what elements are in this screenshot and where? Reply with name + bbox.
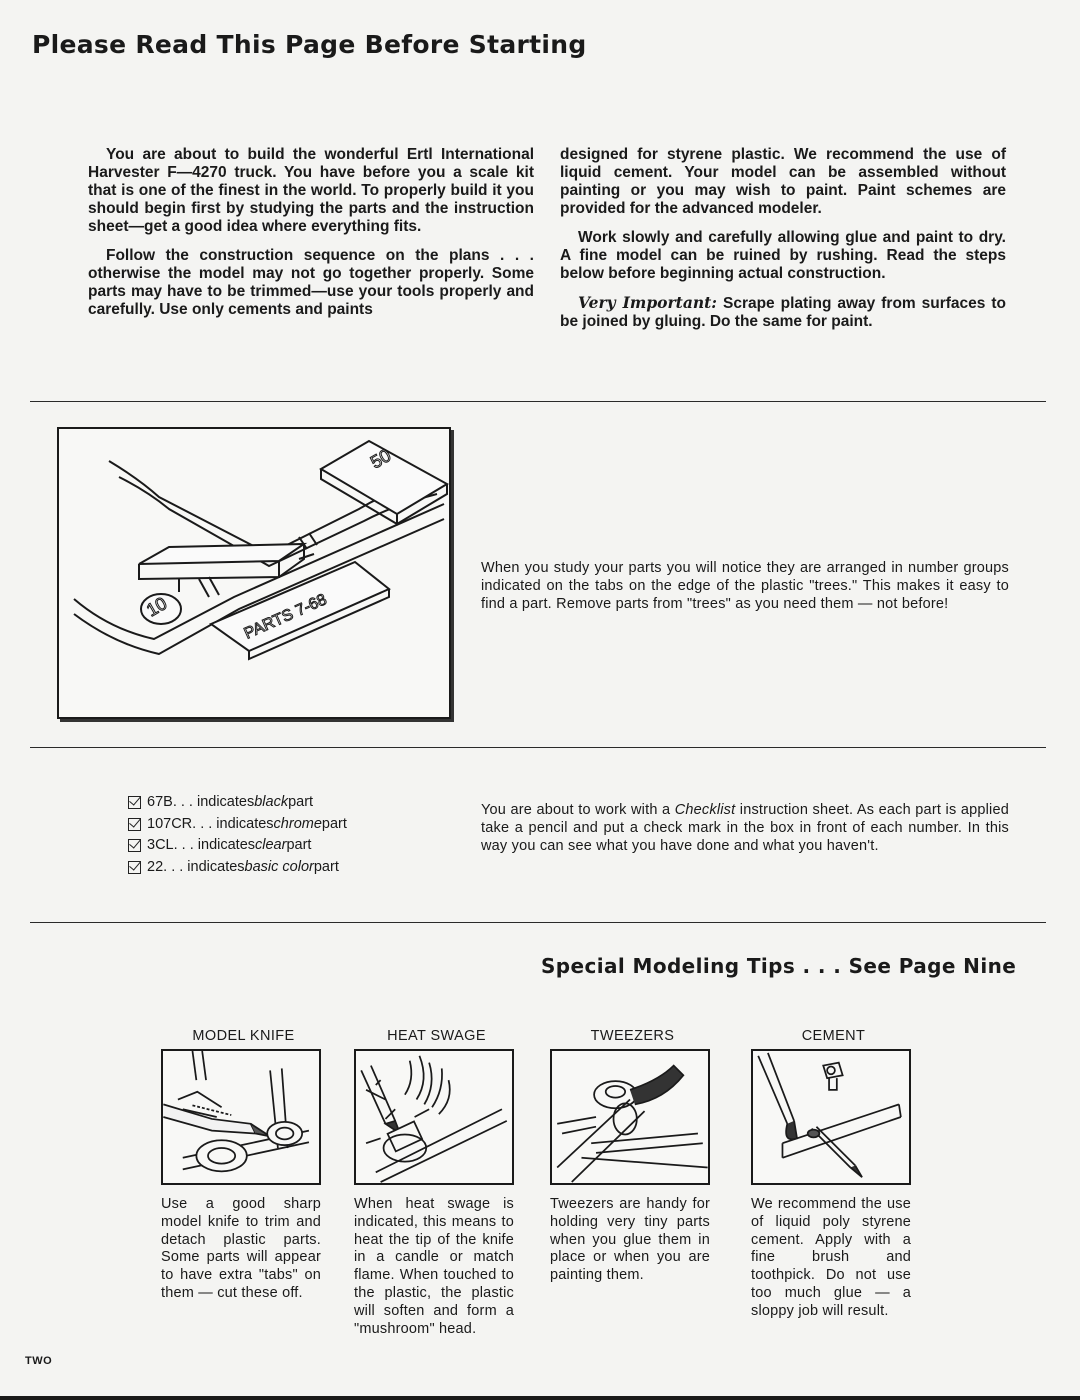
tool-label: MODEL KNIFE xyxy=(192,1028,295,1044)
legend-code: 107CR xyxy=(147,815,193,832)
legend-dots: . . . indicates xyxy=(192,815,274,832)
tab-number-10: 10 xyxy=(143,593,171,621)
tool-description: When heat swage is indicated, this means to heat the tip of the knife in a candle or match flame. When touched to the plastic, the plastic will soften and form a "mushroom" head. xyxy=(354,1196,514,1337)
model-knife-illustration xyxy=(161,1049,321,1185)
divider-3 xyxy=(30,922,1046,923)
tweezers-icon xyxy=(552,1051,708,1183)
model-knife-icon xyxy=(163,1051,319,1183)
checklist-text-before: You are about to work with a xyxy=(481,802,675,818)
legend-item xyxy=(128,792,347,814)
heat-swage-illustration xyxy=(354,1049,514,1185)
very-important-paragraph xyxy=(560,294,1006,331)
page-number: TWO xyxy=(25,1355,53,1367)
legend-item xyxy=(128,835,347,857)
tool-description: Use a good sharp model knife to trim and detach plastic parts. Some parts will appear to have extra "tabs" on them — cut these off. xyxy=(161,1196,321,1301)
bottom-edge xyxy=(0,1396,1080,1400)
tab-number-50: 50 xyxy=(367,445,395,473)
tweezers-illustration xyxy=(550,1049,710,1185)
checkbox-icon xyxy=(128,796,141,809)
cement-illustration xyxy=(751,1049,911,1185)
tips-heading: Special Modeling Tips . . . See Page Nine xyxy=(541,954,1017,978)
tool-tweezers xyxy=(550,1028,715,1285)
legend-dots: . . . indicates xyxy=(173,837,256,853)
page-title: Please Read This Page Before Starting xyxy=(32,30,587,59)
checkbox-icon xyxy=(128,818,141,831)
intro-paragraph-1: You are about to build the wonderful Ertl International Harvester F—4270 truck. You have before you a scale kit that is one of the finest in the world. To properly build it you should begin first by studying the parts and the instruction sheet—get a good idea where everything fits. xyxy=(88,146,534,235)
tool-description: We recommend the use of liquid poly styrene cement. Apply with a fine brush and toothpick. Do not use too much glue — a sloppy job will result. xyxy=(751,1196,911,1319)
legend-kind: basic color xyxy=(244,858,314,875)
tool-cement xyxy=(751,1028,916,1321)
intro-left-column xyxy=(88,146,534,330)
cement-icon xyxy=(753,1051,909,1183)
heat-swage-icon xyxy=(356,1051,512,1183)
legend-suffix: part xyxy=(286,837,312,853)
legend-code: 22 xyxy=(147,858,164,875)
checklist-word: Checklist xyxy=(674,802,736,818)
divider-1 xyxy=(30,401,1046,402)
legend-kind: chrome xyxy=(273,815,322,832)
legend-suffix: part xyxy=(321,815,347,832)
legend-kind: clear xyxy=(255,837,287,853)
very-important-label: Very Important: xyxy=(578,293,718,312)
intro-paragraph-3: Work slowly and carefully allowing glue and paint to dry. A fine model can be ruined by rushing. Read the steps below before beginning actual construction. xyxy=(560,229,1006,282)
legend-dots: . . . indicates xyxy=(163,858,245,875)
tool-description: Tweezers are handy for holding very tiny parts when you glue them in place or when you are painting them. xyxy=(550,1196,710,1284)
divider-2 xyxy=(30,747,1046,748)
intro-right-column xyxy=(560,146,1006,342)
legend-code: 67B xyxy=(147,794,173,810)
tool-label: HEAT SWAGE xyxy=(387,1028,486,1044)
tab-parts-label: PARTS 7-68 xyxy=(241,591,330,643)
legend-kind: black xyxy=(254,794,289,810)
very-important-text: Scrape plating away from surfaces to be joined by gluing. Do the same for paint. xyxy=(560,295,1006,330)
legend-item xyxy=(128,857,347,879)
tool-heat-swage xyxy=(354,1028,519,1338)
legend-suffix: part xyxy=(288,794,314,810)
tool-model-knife xyxy=(161,1028,326,1303)
checklist-text-after: instruction sheet. As each part is applied take a pencil and put a check mark in the box in front of each number. In this way you can see what you have done and what you haven't. xyxy=(481,802,1009,854)
tool-label: TWEEZERS xyxy=(590,1028,675,1044)
checklist-explanation xyxy=(481,801,1009,855)
parts-tree-illustration xyxy=(57,427,451,719)
legend-item xyxy=(128,814,347,836)
tool-label: CEMENT xyxy=(801,1028,866,1044)
checkbox-icon xyxy=(128,861,141,874)
trees-explanation: When you study your parts you will notice they are arranged in number groups indicated on the tabs on the edge of the plastic "trees." This makes it easy to find a part. Remove parts from "trees" as you need them — not before! xyxy=(481,560,1009,612)
parts-tree-icon xyxy=(59,429,449,717)
parts-legend xyxy=(128,792,347,878)
checkbox-icon xyxy=(128,839,141,852)
legend-code: 3CL xyxy=(147,837,174,853)
legend-dots: . . . indicates xyxy=(172,794,255,810)
legend-suffix: part xyxy=(313,858,339,875)
intro-paragraph-2: Follow the construction sequence on the plans . . . otherwise the model may not go together properly. Some parts may have to be trimmed—use your tools properly and carefully. Use only cements and paints xyxy=(88,247,534,318)
intro-continuation: designed for styrene plastic. We recommend the use of liquid cement. Your model can be assembled without painting or you may wish to paint. Paint schemes are provided for the advanced modeler. xyxy=(560,146,1006,217)
